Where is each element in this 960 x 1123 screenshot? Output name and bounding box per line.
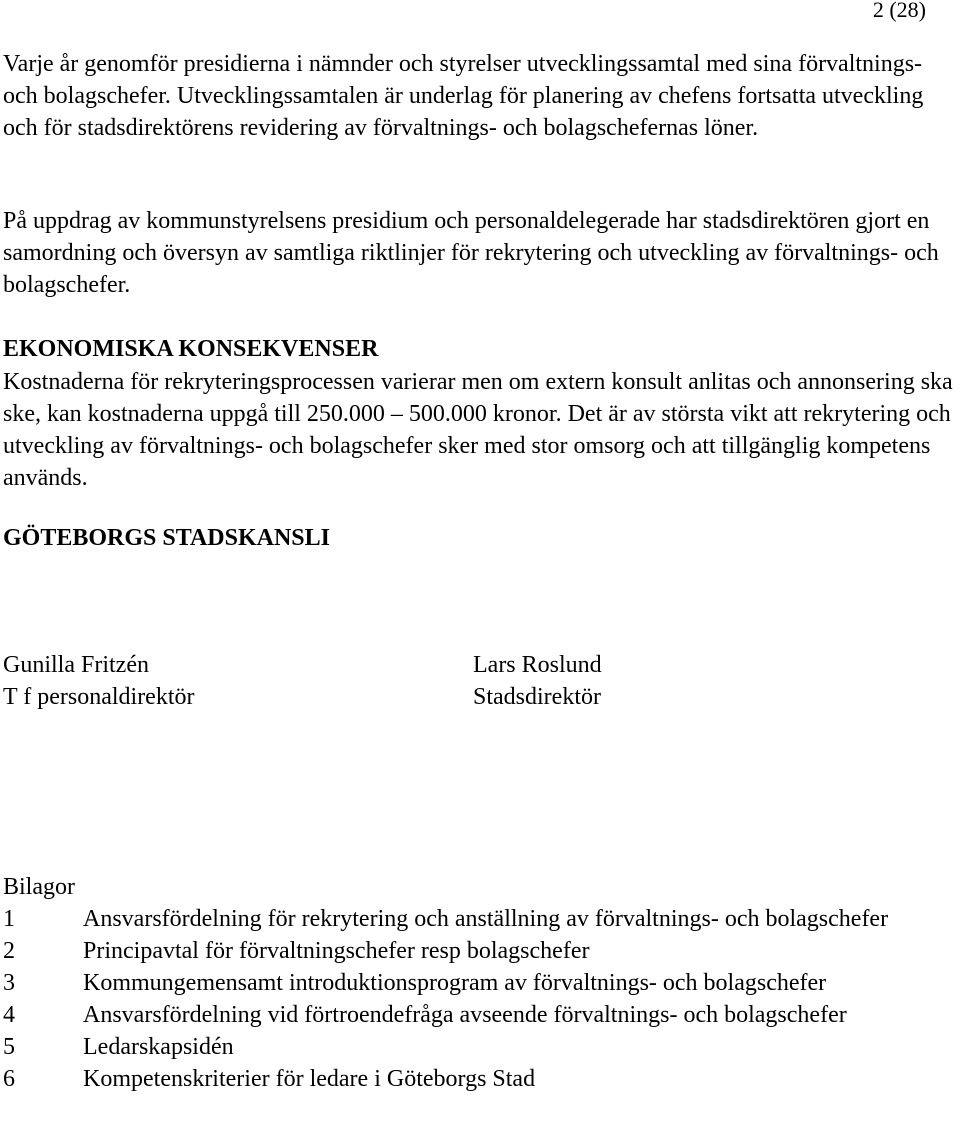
appendix-item-text: Kommungemensamt introduktionsprogram av förvaltnings- och bolagschefer bbox=[83, 970, 827, 996]
appendix-item bbox=[3, 967, 958, 999]
appendix-item-number: 4 bbox=[3, 1002, 15, 1028]
appendix-item-number: 5 bbox=[3, 1034, 15, 1060]
appendix-item bbox=[3, 1063, 958, 1095]
heading-city-office: GÖTEBORGS STADSKANSLI bbox=[3, 525, 330, 551]
paragraph-development-talks: Varje år genomför presidierna i nämnder och styrelser utvecklingssamtal med sina förvaltnings- och bolagschefer. Utvecklingssamtalen är underlag för planering av chefens fortsatta utveckling och för stadsdirektörens revidering av förvaltnings- och bolagschefernas löner. bbox=[3, 51, 924, 141]
signatory-title-right: Stadsdirektör bbox=[473, 684, 601, 710]
paragraph-coordination: På uppdrag av kommunstyrelsens presidium och personaldelegerade har stadsdirektören gjort en samordning och översyn av samtliga riktlinjer för rekrytering och utveckling av förvaltnings- och bolagschefer. bbox=[3, 208, 939, 298]
signatory-title-left: T f personaldirektör bbox=[3, 684, 195, 710]
appendix-item-text: Principavtal för förvaltningschefer resp bolagschefer bbox=[83, 938, 590, 964]
paragraph-economic-consequences: Kostnaderna för rekryteringsprocessen varierar men om extern konsult anlitas och annonsering ska ske, kan kostnaderna uppgå till 250.000 – 500.000 kronor. Det är av största vikt att rekrytering och utveckling av förvaltnings- och bolagschefer sker med stor omsorg och att tillgänglig kompetens används. bbox=[3, 369, 953, 491]
appendix-title: Bilagor bbox=[3, 874, 75, 900]
appendix-item bbox=[3, 999, 958, 1031]
appendix-item-number: 2 bbox=[3, 938, 15, 964]
signatory-name-left: Gunilla Fritzén bbox=[3, 652, 149, 678]
heading-economic-consequences: EKONOMISKA KONSEKVENSER bbox=[3, 336, 379, 362]
appendix-item bbox=[3, 903, 958, 935]
appendix-list bbox=[3, 871, 958, 1095]
appendix-item-text: Kompetenskriterier för ledare i Göteborgs Stad bbox=[83, 1066, 536, 1092]
appendix-item-text: Ansvarsfördelning vid förtroendefråga avseende förvaltnings- och bolagschefer bbox=[83, 1002, 847, 1028]
appendix-item-text: Ansvarsfördelning för rekrytering och anställning av förvaltnings- och bolagschefer bbox=[83, 906, 889, 932]
signature-block-right bbox=[473, 649, 602, 713]
appendix-item-number: 3 bbox=[3, 970, 15, 996]
appendix-item bbox=[3, 935, 958, 967]
page-number: 2 (28) bbox=[872, 0, 926, 22]
signatory-name-right: Lars Roslund bbox=[473, 652, 602, 678]
appendix-item bbox=[3, 1031, 958, 1063]
appendix-item-text: Ledarskapsidén bbox=[83, 1034, 234, 1060]
appendix-item-number: 6 bbox=[3, 1066, 15, 1092]
signature-block-left bbox=[3, 649, 195, 713]
appendix-item-number: 1 bbox=[3, 906, 15, 932]
